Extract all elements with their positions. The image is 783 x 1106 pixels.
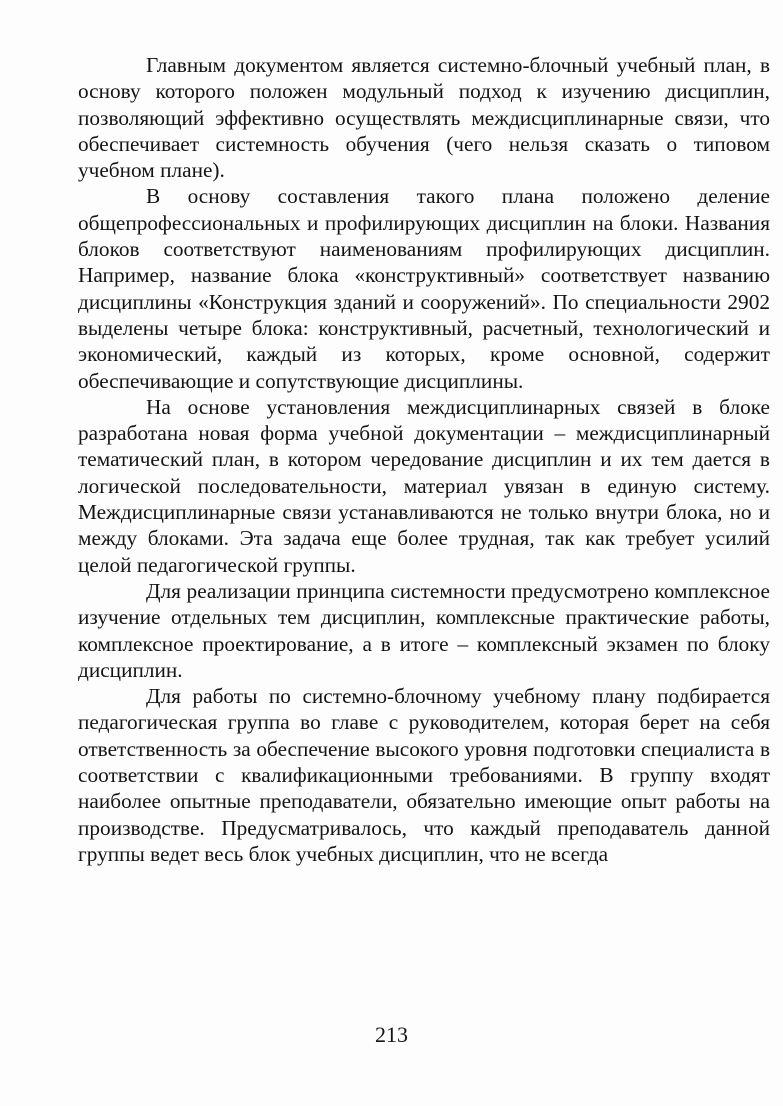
paragraph-1: Главным документом является системно-блочный учебный план, в основу которого положен модульный подход к изучению дисциплин, позволяющий эффективно осуществлять междисциплинарные связи, что обеспечивает системность обучения (чего нельзя сказать о типовом учебном плане).: [78, 53, 770, 183]
page-number: 213: [375, 1022, 408, 1047]
paragraph-5: Для работы по системно-блочному учебному плану подбирается педагогическая группа во главе с руководителем, которая берет на себя ответственность за обеспечение высокого уровня подготовки специалиста в соответствии с квалификационными требованиями. В группу входят наиболее опытные преподаватели, обязательно имеющие опыт работы на производстве. Предусматривалось, что каждый преподаватель данной группы ведет весь блок учебных дисциплин, что не всегда: [78, 684, 770, 866]
paragraph-4: Для реализации принципа системности предусмотрено комплексное изучение отдельных тем дисциплин, комплексные практические работы, комплексное проектирование, а в итоге – комплексный экзамен по блоку дисциплин.: [78, 578, 770, 682]
paragraph-3: На основе установления междисциплинарных связей в блоке разработана новая форма учебной документации – междисциплинарный тематический план, в котором чередование дисциплин и их тем дается в логической последовательности, материал увязан в единую систему. Междисциплинарные связи устанавливаются не только внутри блока, но и между блоками. Эта задача еще более трудная, так как требует усилий целой педагогической группы.: [78, 394, 770, 577]
paragraph-2: В основу составления такого плана положено деление общепрофессиональных и профилирующих дисциплин на блоки. Названия блоков соответствуют наименованиям профилирующих дисциплин. Например, название блока «конструктивный» соответствует названию дисциплины «Конструкция зданий и сооружений». По специальности 2902 выделены четыре блока: конструктивный, расчетный, технологический и экономический, каждый из которых, кроме основной, содержит обеспечивающие и сопутствующие дисциплины.: [78, 184, 770, 393]
body-text: [78, 52, 770, 867]
